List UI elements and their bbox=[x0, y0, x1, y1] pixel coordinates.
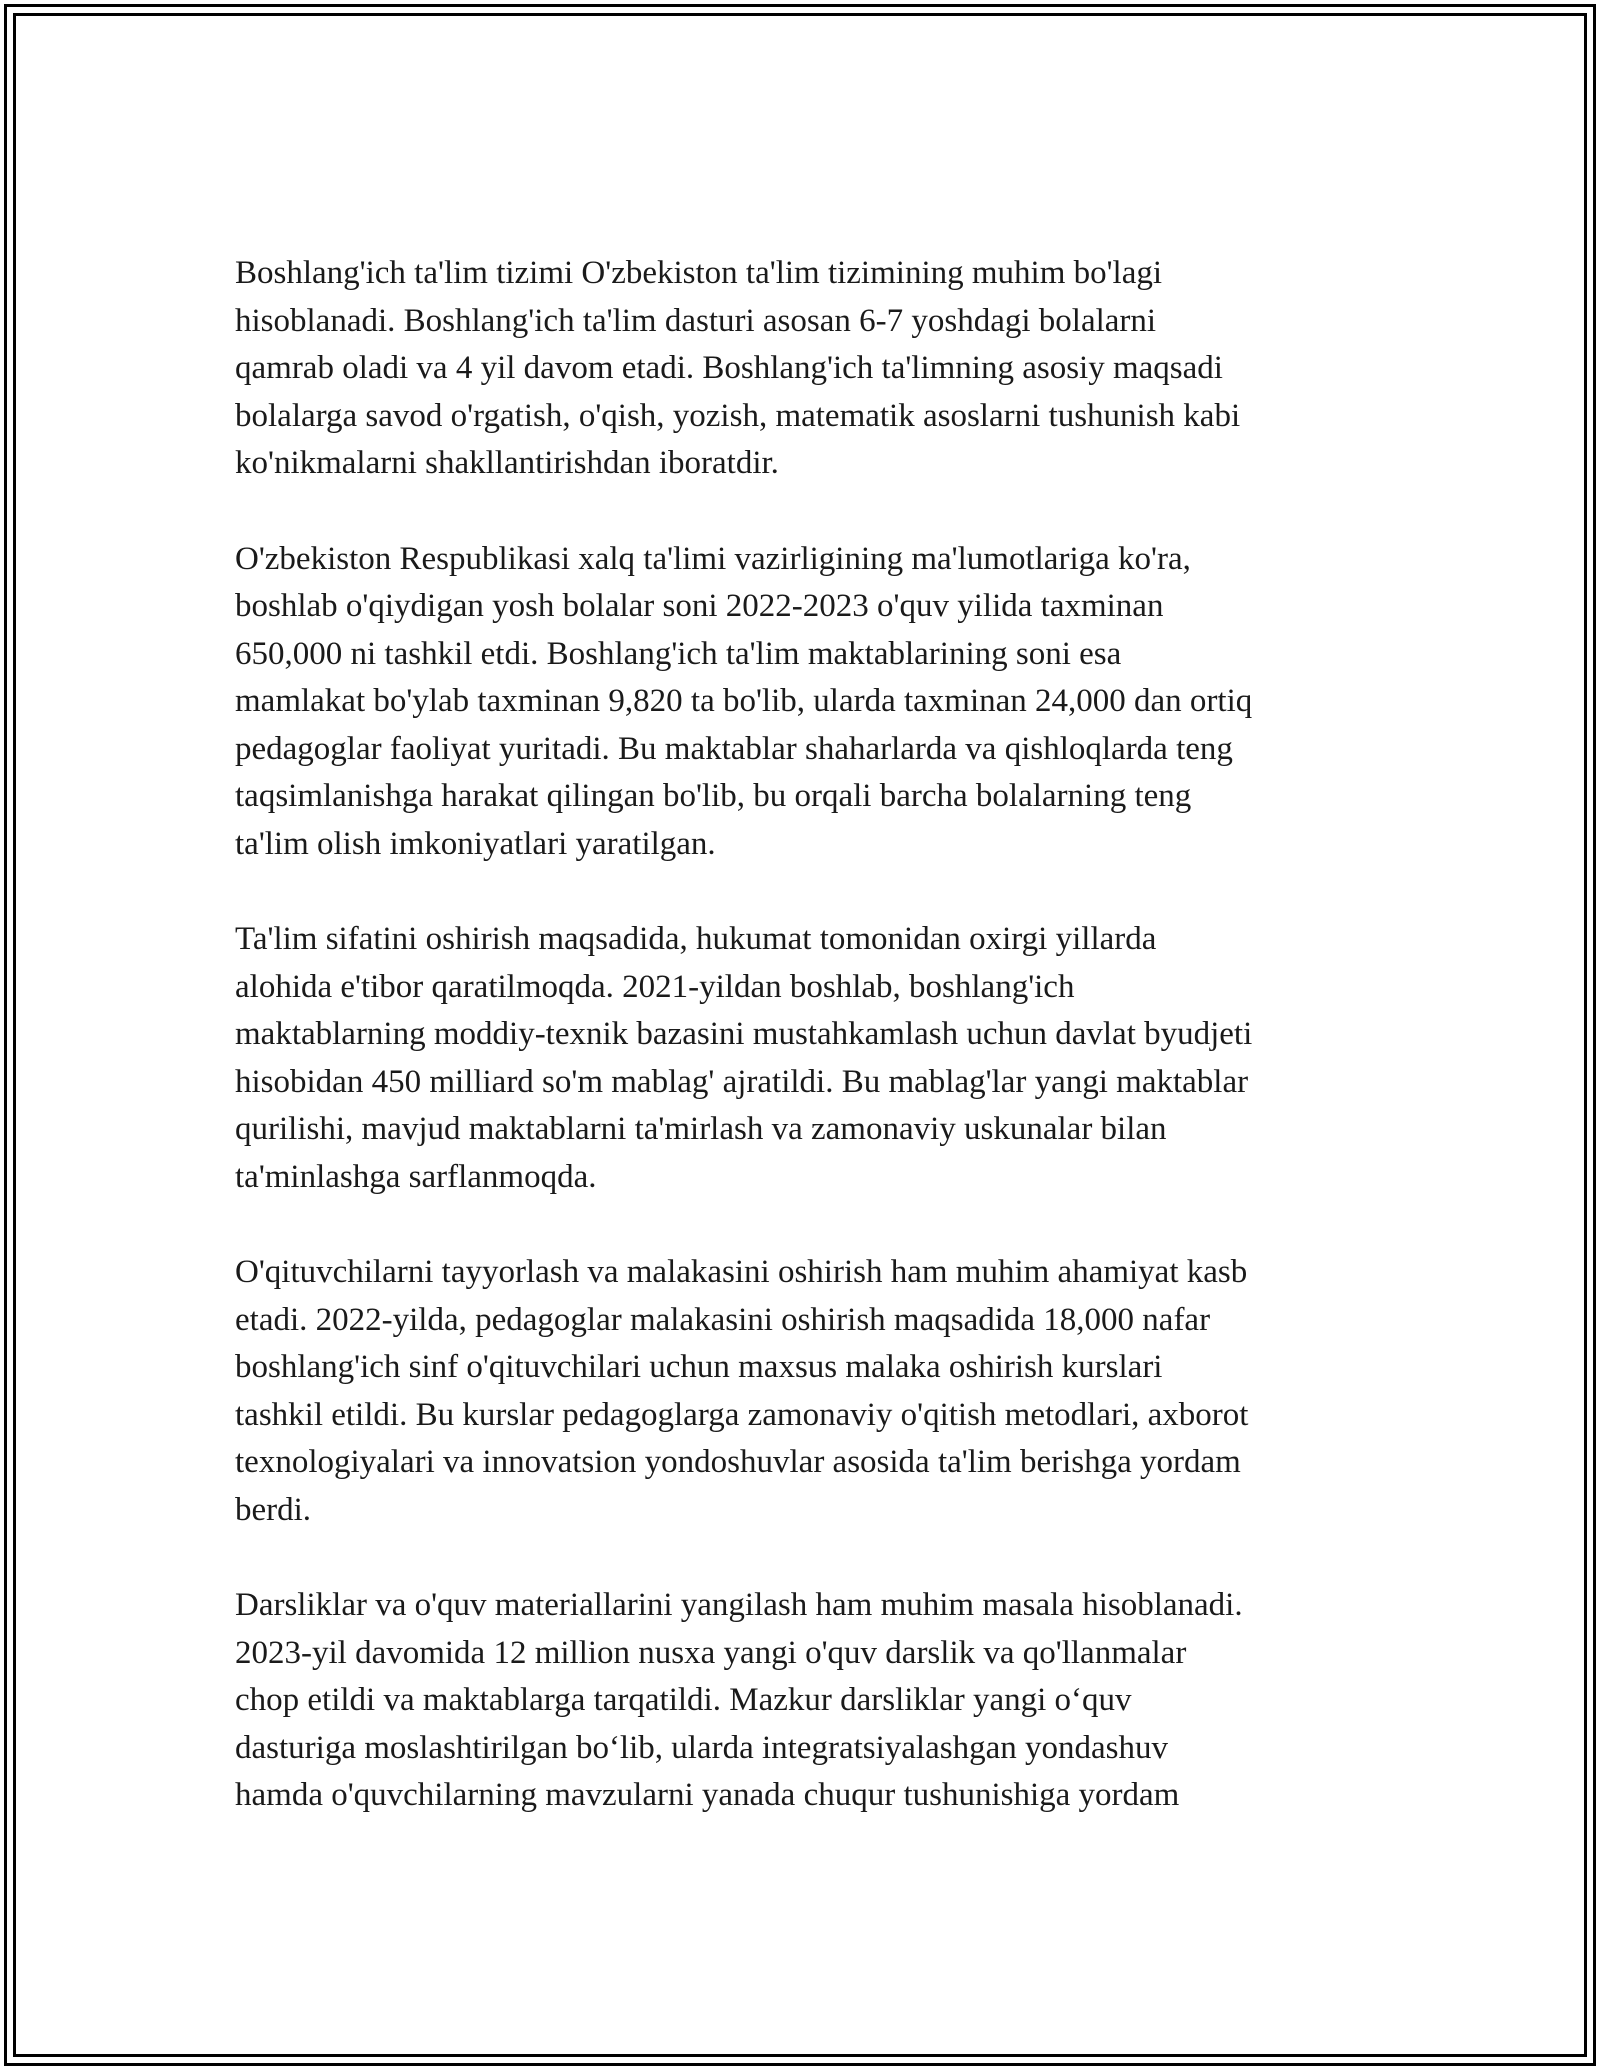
text-line: dasturiga moslashtirilgan bo‘lib, ularda integratsiyalashgan yondashuv bbox=[235, 1729, 1168, 1766]
text-line: O'qituvchilarni tayyorlash va malakasini oshirish ham muhim ahamiyat kasb bbox=[235, 1254, 1248, 1290]
paragraph-primary-education-overview bbox=[235, 250, 1385, 488]
text-line: Darsliklar va o'quv materiallarini yangilash ham muhim masala hisoblanadi. bbox=[235, 1587, 1243, 1623]
text-line: Ta'lim sifatini oshirish maqsadida, hukumat tomonidan oxirgi yillarda bbox=[235, 921, 1157, 957]
paragraph-statistics bbox=[235, 536, 1385, 869]
text-line: chop etildi va maktablarga tarqatildi. Mazkur darsliklar yangi o‘quv bbox=[235, 1682, 1132, 1718]
text-line: ko'nikmalarni shakllantirishdan iboratdir. bbox=[235, 445, 779, 481]
text-line: ta'minlashga sarflanmoqda. bbox=[235, 1158, 597, 1195]
document-body bbox=[235, 250, 1385, 1868]
text-line: hamda o'quvchilarning mavzularni yanada chuqur tushunishiga yordam bbox=[235, 1777, 1180, 1813]
text-line: alohida e'tibor qaratilmoqda. 2021-yildan boshlab, boshlang'ich bbox=[235, 968, 1075, 1005]
text-line: boshlang'ich sinf o'qituvchilari uchun maxsus malaka oshirish kurslari bbox=[235, 1349, 1163, 1385]
text-line: etadi. 2022-yilda, pedagoglar malakasini oshirish maqsadida 18,000 nafar bbox=[235, 1301, 1211, 1338]
text-line: mamlakat bo'ylab taxminan 9,820 ta bo'lib, ularda taxminan 24,000 dan ortiq bbox=[235, 683, 1253, 719]
text-line: texnologiyalari va innovatsion yondoshuvlar asosida ta'lim berishga yordam bbox=[235, 1444, 1241, 1480]
paragraph-quality-funding bbox=[235, 916, 1385, 1201]
text-line: tashkil etildi. Bu kurslar pedagoglarga zamonaviy o'qitish metodlari, axborot bbox=[235, 1396, 1249, 1433]
text-line: 650,000 ni tashkil etdi. Boshlang'ich ta'lim maktablarining soni esa bbox=[235, 635, 1122, 672]
text-line: 2023-yil davomida 12 million nusxa yangi o'quv darslik va qo'llanmalar bbox=[235, 1634, 1187, 1671]
text-line: Boshlang'ich ta'lim tizimi O'zbekiston ta'lim tizimining muhim bo'lagi bbox=[235, 255, 1163, 291]
paragraph-teacher-training bbox=[235, 1249, 1385, 1534]
text-line: taqsimlanishga harakat qilingan bo'lib, bu orqali barcha bolalarning teng bbox=[235, 778, 1192, 814]
text-line: pedagoglar faoliyat yuritadi. Bu maktablar shaharlarda va qishloqlarda teng bbox=[235, 730, 1233, 767]
paragraph-textbooks bbox=[235, 1582, 1385, 1820]
text-line: hisoblanadi. Boshlang'ich ta'lim dasturi asosan 6-7 yoshdagi bolalarni bbox=[235, 302, 1157, 339]
text-line: qamrab oladi va 4 yil davom etadi. Boshlang'ich ta'limning asosiy maqsadi bbox=[235, 350, 1223, 386]
text-line: qurilishi, mavjud maktablarni ta'mirlash va zamonaviy uskunalar bilan bbox=[235, 1111, 1167, 1147]
text-line: hisobidan 450 milliard so'm mablag' ajratildi. Bu mablag'lar yangi maktablar bbox=[235, 1063, 1249, 1100]
text-line: maktablarning moddiy-texnik bazasini mustahkamlash uchun davlat byudjeti bbox=[235, 1016, 1253, 1052]
text-line: boshlab o'qiydigan yosh bolalar soni 2022-2023 o'quv yilida taxminan bbox=[235, 588, 1164, 624]
text-line: ta'lim olish imkoniyatlari yaratilgan. bbox=[235, 825, 716, 862]
text-line: bolalarga savod o'rgatish, o'qish, yozish, matematik asoslarni tushunish kabi bbox=[235, 397, 1241, 434]
text-line: berdi. bbox=[235, 1491, 312, 1528]
text-line: O'zbekiston Respublikasi xalq ta'limi vazirligining ma'lumotlariga ko'ra, bbox=[235, 540, 1191, 577]
